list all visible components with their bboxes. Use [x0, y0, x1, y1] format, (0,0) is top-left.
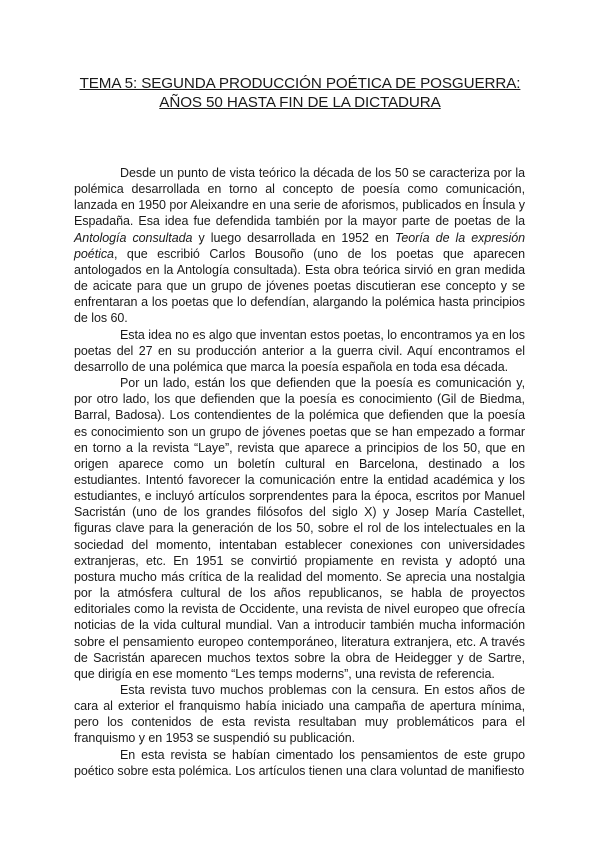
title-line-1: TEMA 5: SEGUNDA PRODUCCIÓN POÉTICA DE POSGUERRA:	[79, 75, 521, 92]
book-title-teoria: Teoría de la expresión poética	[74, 230, 525, 261]
book-title-antologia: Antología consultada	[74, 230, 193, 245]
paragraph-5: En esta revista se habían cimentado los pensamientos de este grupo poético sobre esta polémica. Los artículos tienen una clara voluntad de manifiesto	[74, 747, 525, 778]
page-title	[60, 74, 540, 112]
paragraph-1-part-c: y luego desarrollada en 1952 en	[192, 230, 395, 245]
paragraph-4: Esta revista tuvo muchos problemas con la censura. En estos años de cara al exterior el franquismo había iniciado una campaña de apertura mínima, pero los contenidos de esta revista resultaban muy problemáticos para el franquismo y en 1953 se suspendió su publicación.	[74, 683, 525, 746]
paragraph-1-part-e: , que escribió Carlos Bousoño (uno de los poetas que aparecen antologados en la Antología consultada). Esta obra teórica sirvió en gran medida de acicate para que un grupo de jóvenes poetas discutieran ese concepto y se enfrentaran a los poetas que lo defendían, alargando la polémica hasta principios de los 60.	[74, 246, 525, 326]
body-text	[74, 165, 525, 779]
paragraph-3: Por un lado, están los que defienden que la poesía es comunicación y, por otro lado, los que defienden que la poesía es conocimiento (Gil de Biedma, Barral, Badosa). Los contendientes de la polémica que defienden que la poesía es conocimiento son un grupo de jóvenes poetas que se han empezado a formar en torno a la revista “Laye”, revista que aparece a principios de los 50, que en origen aparece como un boletín cultural en Barcelona, destinado a los estudiantes. Intentó favorecer la comunicación entre la entidad académica y los estudiantes, e incluyó artículos sorprendentes para la época, escritos por Manuel Sacristán (uno de los grandes filósofos del siglo X) y Josep María Castellet, figuras clave para la generación de los 50, sobre el rol de los intelectuales en la sociedad del momento, intentaban establecer conexiones con universidades extranjeras, etc. En 1951 se convirtió propiamente en revista y adoptó una postura mucho más crítica de la realidad del momento. Se aprecia una nostalgia por la atmósfera cultural de los años republicanos, se habla de proyectos editoriales como la revista de Occidente, una revista de nivel europeo que ofrecía noticias de la vida cultural mundial. Van a introducir también mucha información sobre el pensamiento europeo contemporáneo, literatura extranjera, etc. A través de Sacristán aparecen muchos textos sobre la obra de Heidegger y de Sartre, que dirigía en ese momento “Les temps moderns”, una revista de referencia.	[74, 376, 525, 681]
paragraph-2: Esta idea no es algo que inventan estos poetas, lo encontramos ya en los poetas del 27 en su producción anterior a la guerra civil. Aquí encontramos el desarrollo de una polémica que marca la poesía española en toda esa década.	[74, 327, 526, 374]
title-line-2: AÑOS 50 HASTA FIN DE LA DICTADURA	[159, 94, 441, 111]
paragraph-1	[74, 165, 525, 327]
paragraph-1-part-a: Desde un punto de vista teórico la década de los 50 se caracteriza por la polémica desarrollada en torno al concepto de poesía como comunicación, lanzada en 1950 por Aleixandre en una serie de aforismos, publicados en Ínsula y Espadaña. Esa idea fue defendida también por la mayor parte de poetas de la	[74, 166, 525, 229]
